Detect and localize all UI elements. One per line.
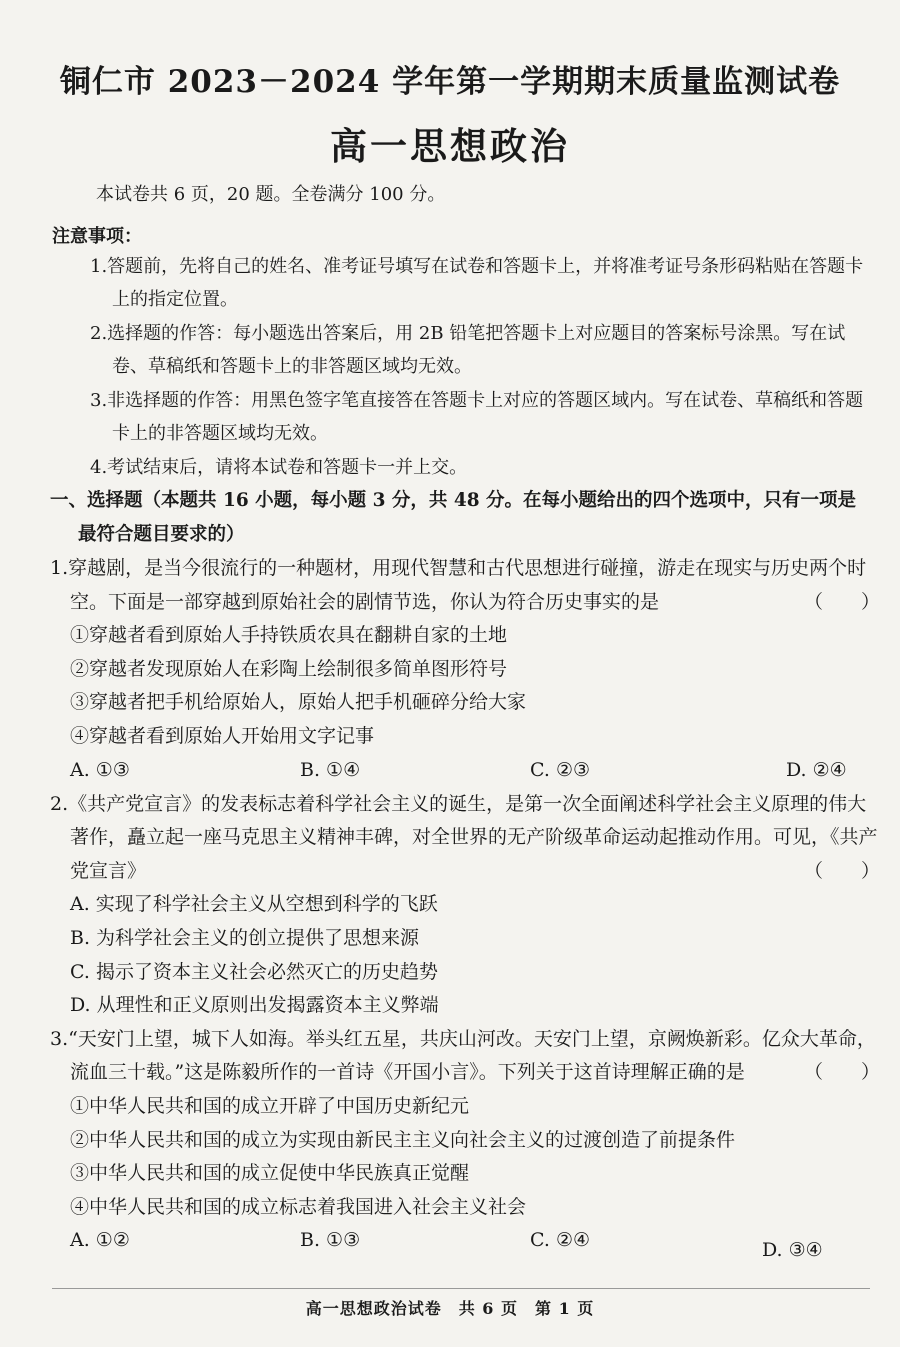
choice-b: B. ①③ xyxy=(300,1229,361,1252)
question-stem xyxy=(50,788,880,889)
question-option: A. 实现了科学社会主义从空想到科学的飞跃 xyxy=(70,893,438,916)
choice-row xyxy=(50,754,880,788)
page-footer: 高一思想政治试卷 共 6 页 第 1 页 xyxy=(305,1299,595,1318)
question-option: B. 为科学社会主义的创立提供了思想来源 xyxy=(70,926,420,949)
question-item: ④中华人民共和国的成立标志着我国进入社会主义社会 xyxy=(70,1195,527,1218)
question-item: ①中华人民共和国的成立开辟了中国历史新纪元 xyxy=(70,1094,470,1117)
question-2 xyxy=(50,788,880,1023)
answer-paren: （ ） xyxy=(803,590,880,613)
question-item: ②中华人民共和国的成立为实现由新民主主义向社会主义的过渡创造了前提条件 xyxy=(70,1128,736,1151)
question-item: ③中华人民共和国的成立促使中华民族真正觉醒 xyxy=(70,1162,470,1185)
question-item: ②穿越者发现原始人在彩陶上绘制很多简单图形符号 xyxy=(70,657,508,680)
choice-d: D. ③④ xyxy=(762,1239,823,1262)
notice-item: 2.选择题的作答：每小题选出答案后，用 2B 铅笔把答题卡上对应题目的答案标号涂黑。写在试卷、草稿纸和答题卡上的非答题区域均无效。 xyxy=(90,323,846,377)
answer-paren: （ ） xyxy=(803,1061,880,1084)
question-stem-text: 2.《共产党宣言》的发表标志着科学社会主义的诞生，是第一次全面阐述科学社会主义原理的伟大著作，矗立起一座马克思主义精神丰碑，对全世界的无产阶级革命运动起推动作用。可见，《共产党宣言》 xyxy=(50,792,878,882)
choice-b: B. ①④ xyxy=(300,758,361,781)
choice-a: A. ①③ xyxy=(70,758,130,781)
exam-meta: 本试卷共 6 页，20 题。全卷满分 100 分。 xyxy=(96,184,446,205)
subject-title: 高一思想政治 xyxy=(330,124,570,168)
section-heading-line: 一、选择题（本题共 16 小题，每小题 3 分，共 48 分。在每小题给出的四个选项中，只有一项是 xyxy=(50,490,857,511)
question-option: D. 从理性和正义原则出发揭露资本主义弊端 xyxy=(70,994,439,1017)
question-option: C. 揭示了资本主义社会必然灭亡的历史趋势 xyxy=(70,960,438,983)
question-stem xyxy=(50,1023,880,1090)
question-stem-text: 1.穿越剧，是当今很流行的一种题材，用现代智慧和古代思想进行碰撞，游走在现实与历史两个时空。下面是一部穿越到原始社会的剧情节选，你认为符合历史事实的是 xyxy=(50,557,867,613)
question-item: ③穿越者把手机给原始人，原始人把手机砸碎分给大家 xyxy=(70,691,527,714)
section-heading xyxy=(50,484,880,552)
choice-a: A. ①② xyxy=(70,1229,130,1252)
section-heading-line: 最符合题目要求的） xyxy=(78,524,245,545)
answer-paren: （ ） xyxy=(803,859,880,882)
choice-c: C. ②④ xyxy=(530,1229,591,1252)
question-item: ①穿越者看到原始人手持铁质农具在翻耕自家的土地 xyxy=(70,624,508,647)
question-stem-text: 3.“天安门上望，城下人如海。举头红五星，共庆山河改。天安门上望，京阙焕新彩。亿众大革命，流血三十载。”这是陈毅所作的一首诗《开国小言》。下列关于这首诗理解正确的是 xyxy=(50,1027,876,1084)
footer-divider xyxy=(52,1288,870,1289)
question-list xyxy=(50,552,880,1262)
question-stem xyxy=(50,552,880,619)
notice-item: 4.考试结束后，请将本试卷和答题卡一并上交。 xyxy=(90,457,468,478)
question-item: ④穿越者看到原始人开始用文字记事 xyxy=(70,724,375,747)
notice-list xyxy=(90,250,880,485)
exam-title: 铜仁市 2023－2024 学年第一学期期末质量监测试卷 xyxy=(59,64,841,100)
notice-title: 注意事项： xyxy=(52,226,142,247)
notice-item: 3.非选择题的作答：用黑色签字笔直接答在答题卡上对应的答题区域内。写在试卷、草稿纸和答题卡上的非答题区域均无效。 xyxy=(90,390,864,444)
question-3 xyxy=(50,1023,880,1262)
question-1 xyxy=(50,552,880,788)
choice-d: D. ②④ xyxy=(786,758,847,781)
choice-row xyxy=(50,1224,880,1262)
notice-item: 1.答题前，先将自己的姓名、准考证号填写在试卷和答题卡上，并将准考证号条形码粘贴在答题卡上的指定位置。 xyxy=(90,256,864,310)
choice-c: C. ②③ xyxy=(530,758,591,781)
